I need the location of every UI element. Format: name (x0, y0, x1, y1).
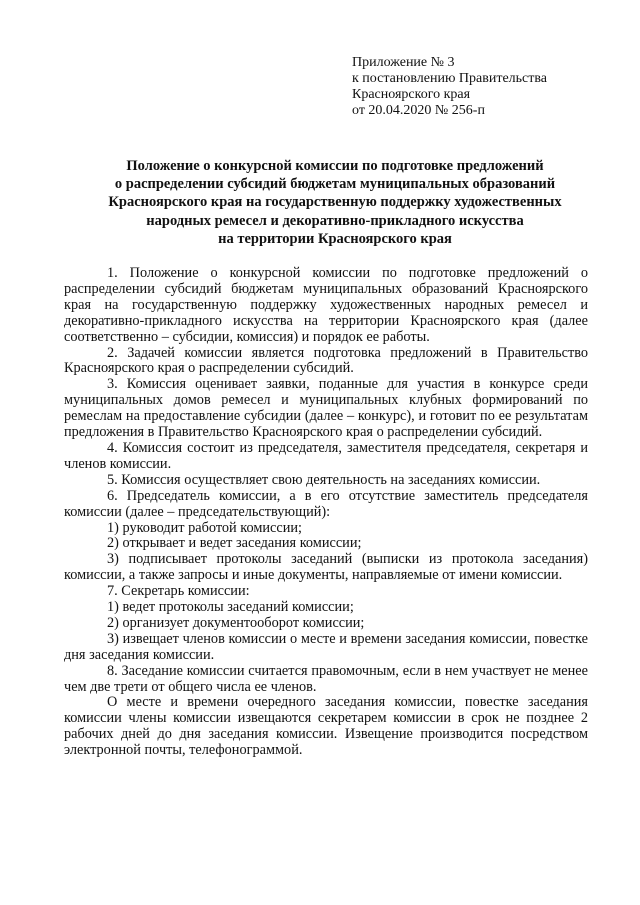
document-title (60, 157, 610, 248)
paragraph-3: 3. Комиссия оценивает заявки, поданные для участия в конкурсе среди муниципальных домов ремесел и муниципальных клубных формирований по ремеслам на предоставление субсидии (далее – конкурс), и готовит по ее результатам предложения в Правительство Красноярского края о распределении субсидий. (64, 376, 588, 441)
paragraph-6: 6. Председатель комиссии, а в его отсутствие заместитель председателя комиссии (далее – председательствующий): (64, 487, 588, 520)
paragraph-5: 5. Комиссия осуществляет свою деятельность на заседаниях комиссии. (107, 471, 541, 488)
appendix-region: Красноярского края (352, 87, 471, 102)
paragraph-7-item-2: 2) организует документооборот комиссии; (107, 614, 365, 631)
title-line: на территории Красноярского края (218, 230, 452, 247)
title-line: о распределении субсидий бюджетам муниципальных образований (114, 176, 556, 193)
title-line: народных ремесел и декоративно-прикладного искусства (146, 212, 524, 229)
paragraph-6-item-3: 3) подписывает протоколы заседаний (выписки из протокола заседания) комиссии, а также запросы и иные документы, направляемые от имени комиссии. (64, 551, 588, 584)
paragraph-9: О месте и времени очередного заседания комиссии, повестке заседания комиссии члены комиссии извещаются секретарем комиссии в срок не позднее 2 рабочих дней до дня заседания комиссии. Извещение производится посредством электронной почты, телефонограммой. (64, 694, 588, 759)
paragraph-1: 1. Положение о конкурсной комиссии по подготовке предложений о распределении субсидий бюджетам муниципальных образований Красноярского края на государственную поддержку художественных народных ремесел и декоративно-прикладного искусства на территории Красноярского края (далее соответственно – субсидии, комиссия) и порядок ее работы. (64, 265, 588, 345)
paragraph-6-item-1: 1) руководит работой комиссии; (107, 519, 303, 536)
appendix-number: Приложение № 3 (352, 55, 455, 70)
paragraph-7-item-3: 3) извещает членов комиссии о месте и времени заседания комиссии, повестке дня заседания комиссии. (64, 630, 588, 663)
paragraph-4: 4. Комиссия состоит из председателя, заместителя председателя, секретаря и членов комиссии. (64, 439, 588, 472)
paragraph-6-item-2: 2) открывает и ведет заседания комиссии; (107, 535, 362, 552)
appendix-date: от 20.04.2020 № 256-п (352, 103, 485, 118)
appendix-block (352, 55, 547, 119)
appendix-resolution: к постановлению Правительства (352, 71, 548, 86)
paragraph-7: 7. Секретарь комиссии: (107, 583, 250, 600)
paragraph-8: 8. Заседание комиссии считается правомочным, если в нем участвует не менее чем две трети от общего числа ее членов. (64, 662, 588, 695)
title-line: Положение о конкурсной комиссии по подготовке предложений (126, 158, 544, 174)
document-body (64, 266, 588, 759)
title-line: Красноярского края на государственную поддержку художественных (108, 194, 562, 211)
paragraph-7-item-1: 1) ведет протоколы заседаний комиссии; (107, 599, 354, 616)
paragraph-2: 2. Задачей комиссии является подготовка предложений в Правительство Красноярского края о распределении субсидий. (64, 344, 588, 377)
